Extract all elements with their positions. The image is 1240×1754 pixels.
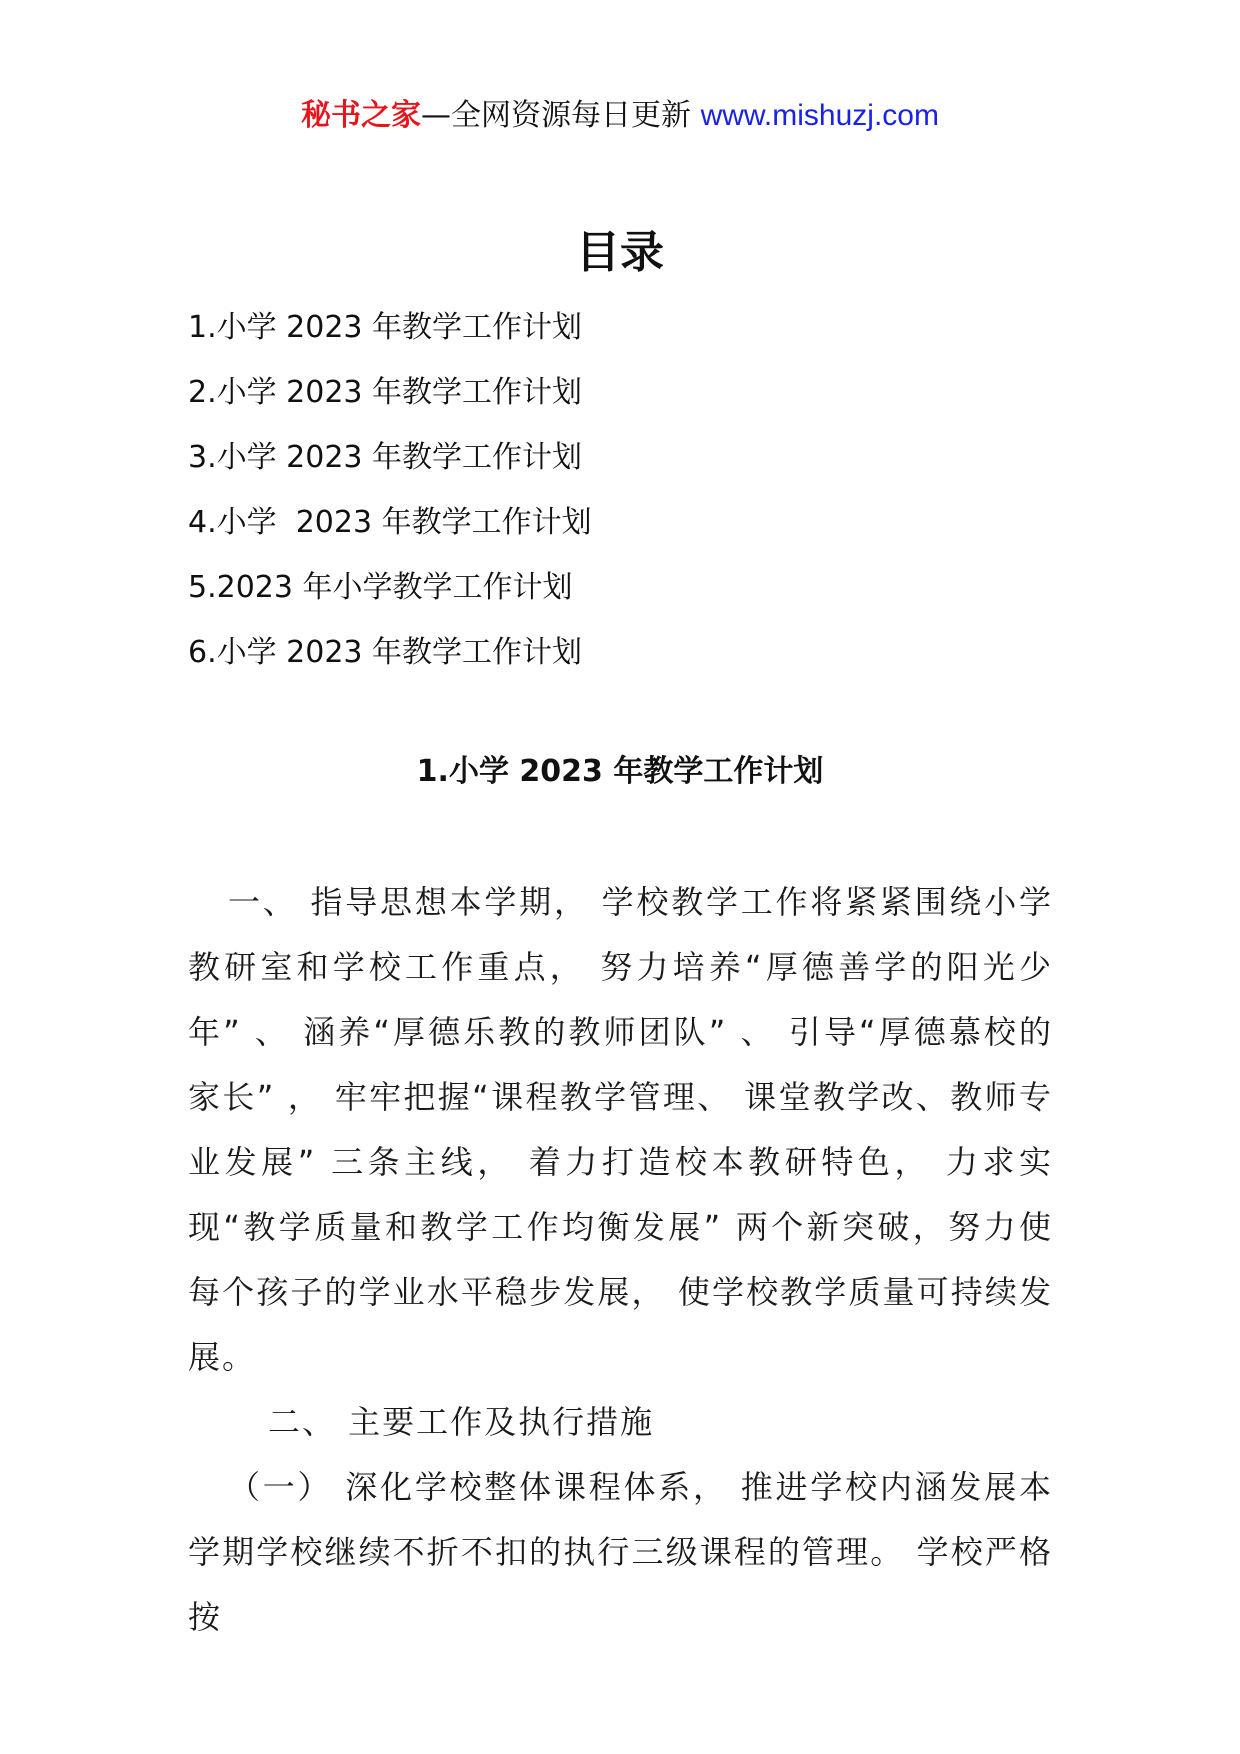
- paragraph-main-work-heading: 二、 主要工作及执行措施: [268, 1403, 655, 1441]
- toc-item-4[interactable]: 4.小学 2023 年教学工作计划: [188, 505, 592, 540]
- toc-item-5[interactable]: 5.2023 年小学教学工作计划: [188, 570, 573, 605]
- paragraph-curriculum: （一） 深化学校整体课程体系， 推进学校内涵发展本学期学校继续不折不扣的执行三级课程的管理。 学校严格按: [188, 1468, 1053, 1636]
- paragraph-guiding-ideology: 一、 指导思想本学期， 学校教学工作将紧紧围绕小学教研室和学校工作重点， 努力培养“厚德善学的阳光少年” 、 涵养“厚德乐教的教师团队” 、 引导“厚德慕校的家长” ， 牢牢把握“课程教学管理、 课堂教学改、教师专业发展” 三条主线， 着力打造校本教研特色， 力求实现“教学质量和教学工作均衡发展” 两个新突破，努力使每个孩子的学业水平稳步发展， 使学校教学质量可持续发展。: [188, 883, 1053, 1376]
- toc-item-3[interactable]: 3.小学 2023 年教学工作计划: [188, 440, 583, 475]
- brand-name: 秘书之家: [301, 98, 422, 133]
- section-body: [188, 870, 1053, 1650]
- toc-item-2[interactable]: 2.小学 2023 年教学工作计划: [188, 375, 583, 410]
- toc-title: 目录: [576, 227, 664, 278]
- site-tagline: —全网资源每日更新: [421, 98, 692, 133]
- site-url-link[interactable]: www.mishuzj.com: [700, 99, 939, 132]
- section-title: 1.小学 2023 年教学工作计划: [416, 754, 824, 789]
- toc-item-1[interactable]: 1.小学 2023 年教学工作计划: [188, 310, 583, 345]
- toc-item-6[interactable]: 6.小学 2023 年教学工作计划: [188, 635, 583, 670]
- table-of-contents: [188, 295, 592, 685]
- site-header: [0, 96, 1240, 136]
